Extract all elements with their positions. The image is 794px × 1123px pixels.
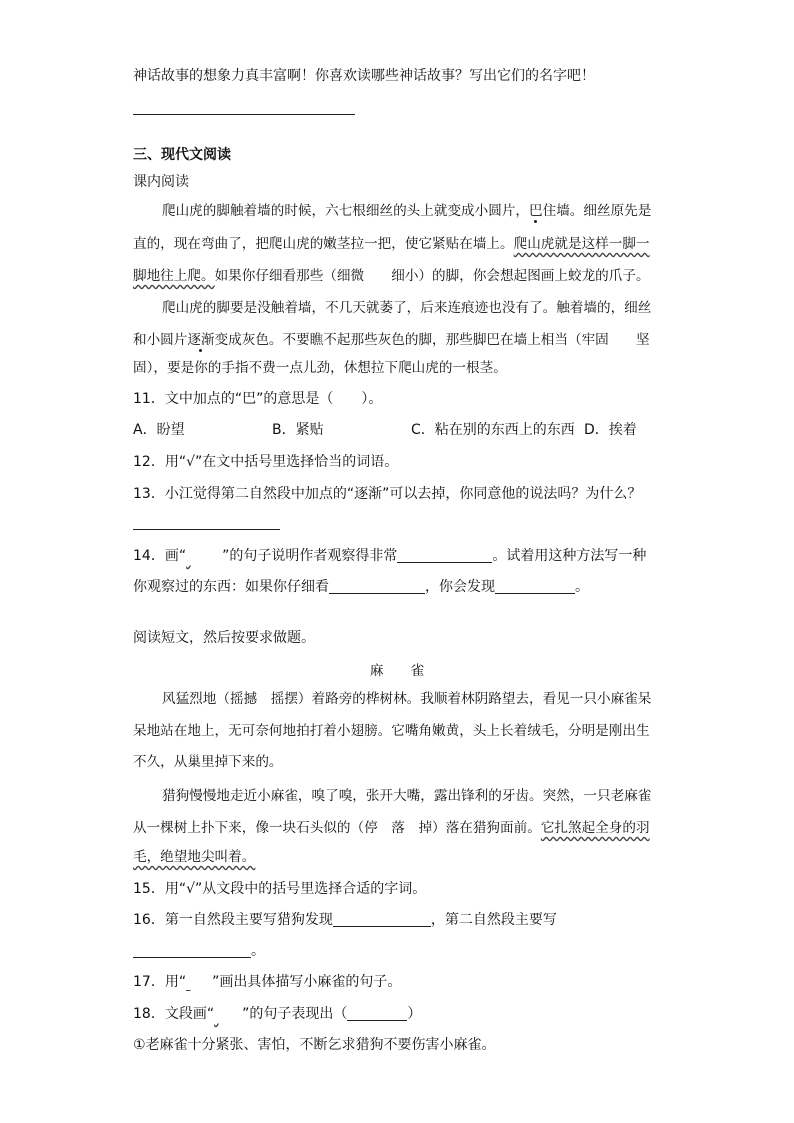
wavy-sample-mark	[186, 546, 222, 566]
question-18: 18．文段画“ ”的句子表现出（ ）	[133, 1006, 422, 1022]
answer-blank[interactable]	[397, 548, 492, 563]
passage-4-line: 从一棵树上扑下来，像一块石头似的（停 落 掉）落在猎狗面前。它扎煞起全身的羽	[133, 820, 650, 836]
answer-blank[interactable]	[133, 943, 251, 958]
question-13: 13．小江觉得第二自然段中加点的“逐渐”可以去掉，你同意他的说法吗？为什么？	[133, 486, 642, 502]
section-subheading: 课内阅读	[133, 174, 189, 190]
passage-2-line: 爬山虎的脚要是没触着墙，不几天就萎了，后来连痕迹也没有了。触着墙的，细丝	[162, 300, 652, 316]
option-a[interactable]: A．盼望	[133, 422, 185, 438]
answer-line[interactable]	[133, 529, 280, 530]
question-11: 11．文中加点的“巴”的意思是（ ）。	[133, 391, 383, 407]
passage-3-line: 不久，从巢里掉下来的。	[133, 754, 283, 770]
wavy-underlined-sentence: 毛，绝望地尖叫着。	[133, 849, 256, 865]
question-15: 15．用“√”从文段中的括号里选择合适的字词。	[133, 881, 427, 897]
wavy-underlined-sentence: 脚地往上爬。	[133, 268, 215, 284]
passage-1-line: 脚地往上爬。如果你仔细看那些（细微 细小）的脚，你会想起图画上蛟龙的爪子。	[133, 268, 650, 284]
answer-blank[interactable]	[329, 579, 425, 594]
dotted-word-ba: 巴	[529, 203, 543, 219]
passage-title: 麻 雀	[369, 663, 425, 679]
option-c[interactable]: C．粘在别的东西上的东西	[411, 422, 575, 438]
passage-4-line: 猎狗慢慢地走近小麻雀，嗅了嗅，张开大嘴，露出锋利的牙齿。突然，一只老麻雀	[162, 788, 652, 804]
answer-line[interactable]	[133, 114, 355, 115]
passage-4-line	[133, 847, 255, 867]
question-18-option-1[interactable]: ①老麻雀十分紧张、害怕，不断乞求猎狗不要伤害小麻雀。	[133, 1037, 496, 1053]
question-17: 17．用“ ”画出具体描写小麻雀的句子。	[133, 974, 402, 990]
straight-sample-mark	[186, 972, 212, 992]
question-11-options	[133, 420, 637, 440]
passage-1-line: 爬山虎的脚触着墙的时候，六七根细丝的头上就变成小圆片，巴住墙。细丝原先是	[162, 203, 652, 219]
question-14-line-2: 你观察过的东西：如果你仔细看 ，你会发现 。	[133, 579, 589, 595]
option-b[interactable]: B．紧贴	[272, 422, 324, 438]
intro-question: 神话故事的想象力真丰富啊！你喜欢读哪些神话故事？写出它们的名字吧！	[133, 68, 595, 84]
reading-instruction: 阅读短文，然后按要求做题。	[133, 630, 315, 646]
answer-blank[interactable]	[347, 1006, 407, 1021]
passage-2-line: 和小圆片逐渐变成灰色。不要瞧不起那些灰色的脚，那些脚巴在墙上相当（牢固 坚	[133, 332, 650, 348]
passage-3-line: 风猛烈地（摇撼 摇摆）着路旁的桦树林。我顺着林阴路望去，看见一只小麻雀呆	[162, 691, 652, 707]
question-16-line-2: 。	[133, 941, 265, 961]
passage-1-line: 直的，现在弯曲了，把爬山虎的嫩茎拉一把，使它紧贴在墙上。爬山虎就是这样一脚一	[133, 236, 650, 252]
option-d[interactable]: D．挨着	[584, 422, 637, 438]
passage-3-line: 呆地站在地上，无可奈何地拍打着小翅膀。它嘴角嫩黄，头上长着绒毛，分明是刚出生	[133, 723, 650, 739]
question-12: 12．用“√”在文中括号里选择恰当的词语。	[133, 454, 399, 470]
dotted-word-zhujian: 逐渐	[187, 332, 215, 348]
section-heading: 三、现代文阅读	[133, 147, 231, 163]
wavy-underlined-sentence: 它扎煞起全身的羽	[540, 820, 650, 836]
wavy-underlined-sentence: 爬山虎就是这样一脚一	[513, 236, 650, 252]
answer-blank[interactable]	[495, 579, 575, 594]
question-16: 16．第一自然段主要写猎狗发现 ，第二自然段主要写	[133, 912, 557, 928]
wavy-sample-mark	[214, 1004, 242, 1024]
question-14: 14．画“ ”的句子说明作者观察得非常 。试着用这种方法写一种	[133, 548, 647, 564]
answer-blank[interactable]	[333, 912, 431, 927]
passage-2-line: 固），要是你的手指不费一点儿劲，休想拉下爬山虎的一根茎。	[133, 360, 507, 376]
